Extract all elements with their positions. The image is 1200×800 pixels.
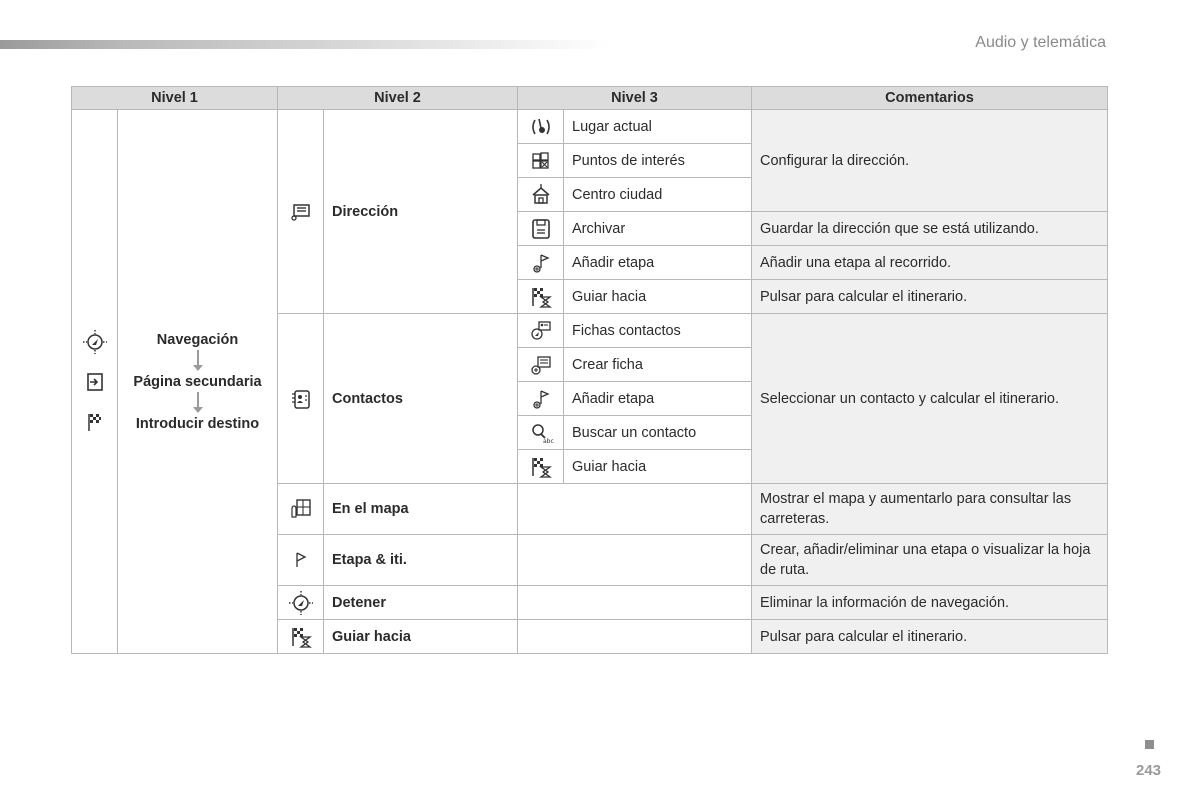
level3-icon-cell	[518, 280, 564, 314]
empty-cell	[518, 535, 752, 586]
comment-cell: Crear, añadir/eliminar una etapa o visualizar la hoja de ruta.	[752, 535, 1108, 586]
current-location-icon	[528, 115, 554, 139]
secondary-page-icon	[82, 369, 108, 395]
level3-icon-cell	[518, 178, 564, 212]
level3-item: Añadir etapa	[564, 246, 752, 280]
comment-cell: Añadir una etapa al recorrido.	[752, 246, 1108, 280]
add-stage-icon	[528, 387, 554, 411]
empty-cell	[518, 620, 752, 654]
level3-item: Centro ciudad	[564, 178, 752, 212]
empty-cell	[518, 586, 752, 620]
destination-flag-icon	[82, 409, 108, 435]
level2-etapa-iti: Etapa & iti.	[324, 535, 518, 586]
table-row	[72, 110, 1108, 144]
level2-icon-cell	[278, 586, 324, 620]
level3-item: Fichas contactos	[564, 314, 752, 348]
header-nivel-3: Nivel 3	[518, 87, 752, 110]
level1-item: Navegación	[156, 331, 239, 348]
level3-icon-cell	[518, 144, 564, 178]
city-center-icon	[528, 183, 554, 207]
save-icon	[528, 217, 554, 241]
level2-contactos: Contactos	[324, 314, 518, 484]
guide-flag-icon	[528, 285, 554, 309]
comment-cell: Configurar la dirección.	[752, 110, 1108, 212]
contacts-icon-cell	[278, 314, 324, 484]
arrow-down-icon	[197, 350, 199, 366]
comment-cell: Guardar la dirección que se está utilizando.	[752, 212, 1108, 246]
level1-item: Introducir destino	[135, 415, 260, 432]
table-header-row	[72, 87, 1108, 110]
add-stage-icon	[528, 251, 554, 275]
navigation-icon	[82, 329, 108, 355]
level3-item: Guiar hacia	[564, 450, 752, 484]
comment-cell: Pulsar para calcular el itinerario.	[752, 280, 1108, 314]
page-marker	[1145, 740, 1154, 749]
search-contact-icon	[528, 421, 554, 445]
comment-cell: Seleccionar un contacto y calcular el itinerario.	[752, 314, 1108, 484]
level1-item: Página secundaria	[133, 373, 262, 390]
level3-item: Buscar un contacto	[564, 416, 752, 450]
poi-icon	[528, 149, 554, 173]
svg-text:abc: abc	[542, 437, 554, 445]
guide-flag-icon	[528, 455, 554, 479]
level3-item: Lugar actual	[564, 110, 752, 144]
level3-icon-cell	[518, 450, 564, 484]
level2-icon-cell	[278, 484, 324, 535]
level3-icon-cell	[518, 416, 564, 450]
level3-item: Puntos de interés	[564, 144, 752, 178]
level3-item: Crear ficha	[564, 348, 752, 382]
level2-en-el-mapa: En el mapa	[324, 484, 518, 535]
level2-direccion: Dirección	[324, 110, 518, 314]
header-nivel-1: Nivel 1	[72, 87, 278, 110]
level2-guiar-hacia: Guiar hacia	[324, 620, 518, 654]
level3-icon-cell	[518, 212, 564, 246]
map-icon	[288, 497, 314, 521]
section-title: Audio y telemática	[975, 34, 1106, 51]
address-card-icon	[288, 200, 314, 224]
level3-item: Archivar	[564, 212, 752, 246]
navigation-menu-table	[71, 86, 1108, 654]
page-number: 243	[1136, 762, 1162, 779]
header-gradient-bar	[0, 40, 610, 49]
level2-detener: Detener	[324, 586, 518, 620]
comment-cell: Pulsar para calcular el itinerario.	[752, 620, 1108, 654]
contacts-icon	[288, 387, 314, 411]
header-nivel-2: Nivel 2	[278, 87, 518, 110]
comment-cell: Mostrar el mapa y aumentarlo para consultar las carreteras.	[752, 484, 1108, 535]
stop-navigation-icon	[288, 590, 314, 616]
level3-item: Añadir etapa	[564, 382, 752, 416]
level2-icon-cell	[278, 620, 324, 654]
level3-icon-cell	[518, 348, 564, 382]
level2-icon-cell	[278, 535, 324, 586]
comment-cell: Eliminar la información de navegación.	[752, 586, 1108, 620]
address-card-icon-cell	[278, 110, 324, 314]
level1-icon-cell	[72, 110, 118, 654]
empty-cell	[518, 484, 752, 535]
level3-icon-cell	[518, 314, 564, 348]
arrow-down-icon	[197, 392, 199, 408]
level3-icon-cell	[518, 110, 564, 144]
stage-flag-icon	[288, 548, 314, 572]
header-comentarios: Comentarios	[752, 87, 1108, 110]
guide-flag-icon	[288, 625, 314, 649]
level1-text-cell	[118, 110, 278, 654]
level3-icon-cell	[518, 382, 564, 416]
create-card-icon	[528, 353, 554, 377]
level3-item: Guiar hacia	[564, 280, 752, 314]
contact-cards-icon	[528, 319, 554, 343]
level3-icon-cell	[518, 246, 564, 280]
